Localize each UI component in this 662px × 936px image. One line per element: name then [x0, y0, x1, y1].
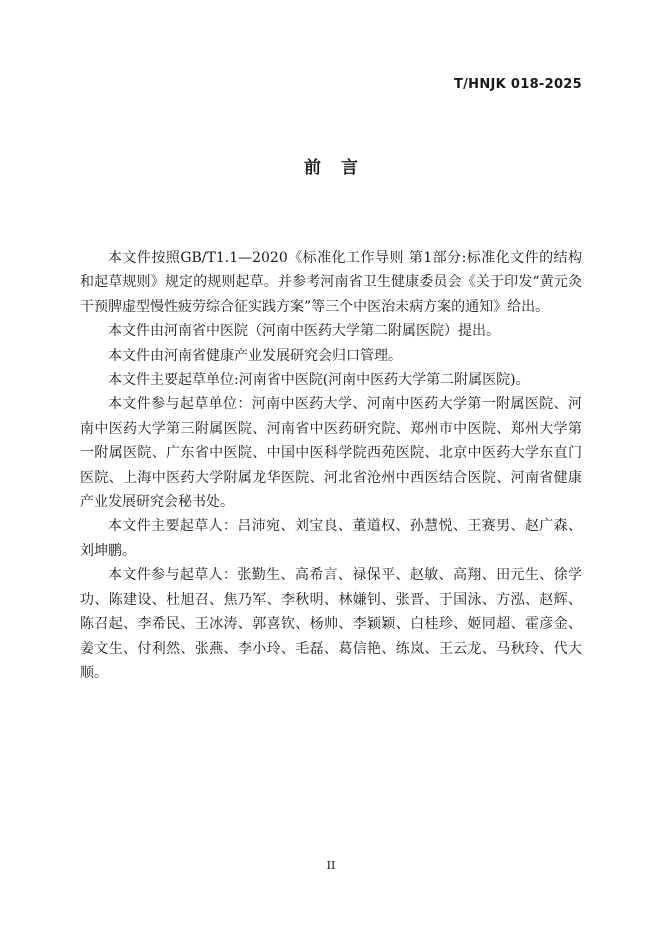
document-code: T/HNJK 018-2025 [453, 77, 582, 92]
paragraph-proposer: 本文件由河南省中医院（河南中医药大学第二附属医院）提出。 [108, 323, 500, 340]
section-title: 前言 [304, 158, 378, 178]
paragraph-participating-drafters: 本文件参与起草人：张勤生、高希言、禄保平、赵敏、高翔、田元生、徐学功、陈建设、杜旭召、焦乃军、李秋明、林嫌钊、张晋、于国泳、方泓、赵辉、陈召起、李希民、王冰涛、郭喜钦、杨帅、李颖颖、白桂珍、姬同超、霍彦金、姜文生、付利然、张燕、李小玲、毛磊、葛信艳、练岚、王云龙、马秋玲、代大顺。 [80, 567, 582, 681]
paragraph-administrator: 本文件由河南省健康产业发展研究会归口管理。 [108, 347, 402, 364]
paragraph-participating-units: 本文件参与起草单位：河南中医药大学、河南中医药大学第一附属医院、河南中医药大学第三附属医院、河南省中医药研究院、郑州市中医院、郑州大学第一附属医院、广东省中医院、中国中医科学院西苑医院、北京中医药大学东直门医院、上海中医药大学附属龙华医院、河北省沧州中西医结合医院、河南省健康产业发展研究会秘书处。 [80, 396, 582, 511]
foreword-body [80, 246, 582, 685]
paragraph-drafting-rules: 本文件按照GB/T1.1—2020《标准化工作导则 第1部分:标准化文件的结构和起草规则》规定的规则起草。并参考河南省卫生健康委员会《关于印发“黄元灸干预脾虚型慢性疲劳综合征实践方案”等三个中医治未病方案的通知》给出。 [80, 250, 582, 315]
paragraph-main-drafters: 本文件主要起草人：吕沛宛、刘宝良、董道权、孙慧悦、王赛男、赵广森、刘坤鹏。 [80, 518, 582, 559]
page-number: II [326, 859, 336, 872]
paragraph-main-drafting-unit: 本文件主要起草单位:河南省中医院(河南中医药大学第二附属医院)。 [108, 372, 530, 389]
